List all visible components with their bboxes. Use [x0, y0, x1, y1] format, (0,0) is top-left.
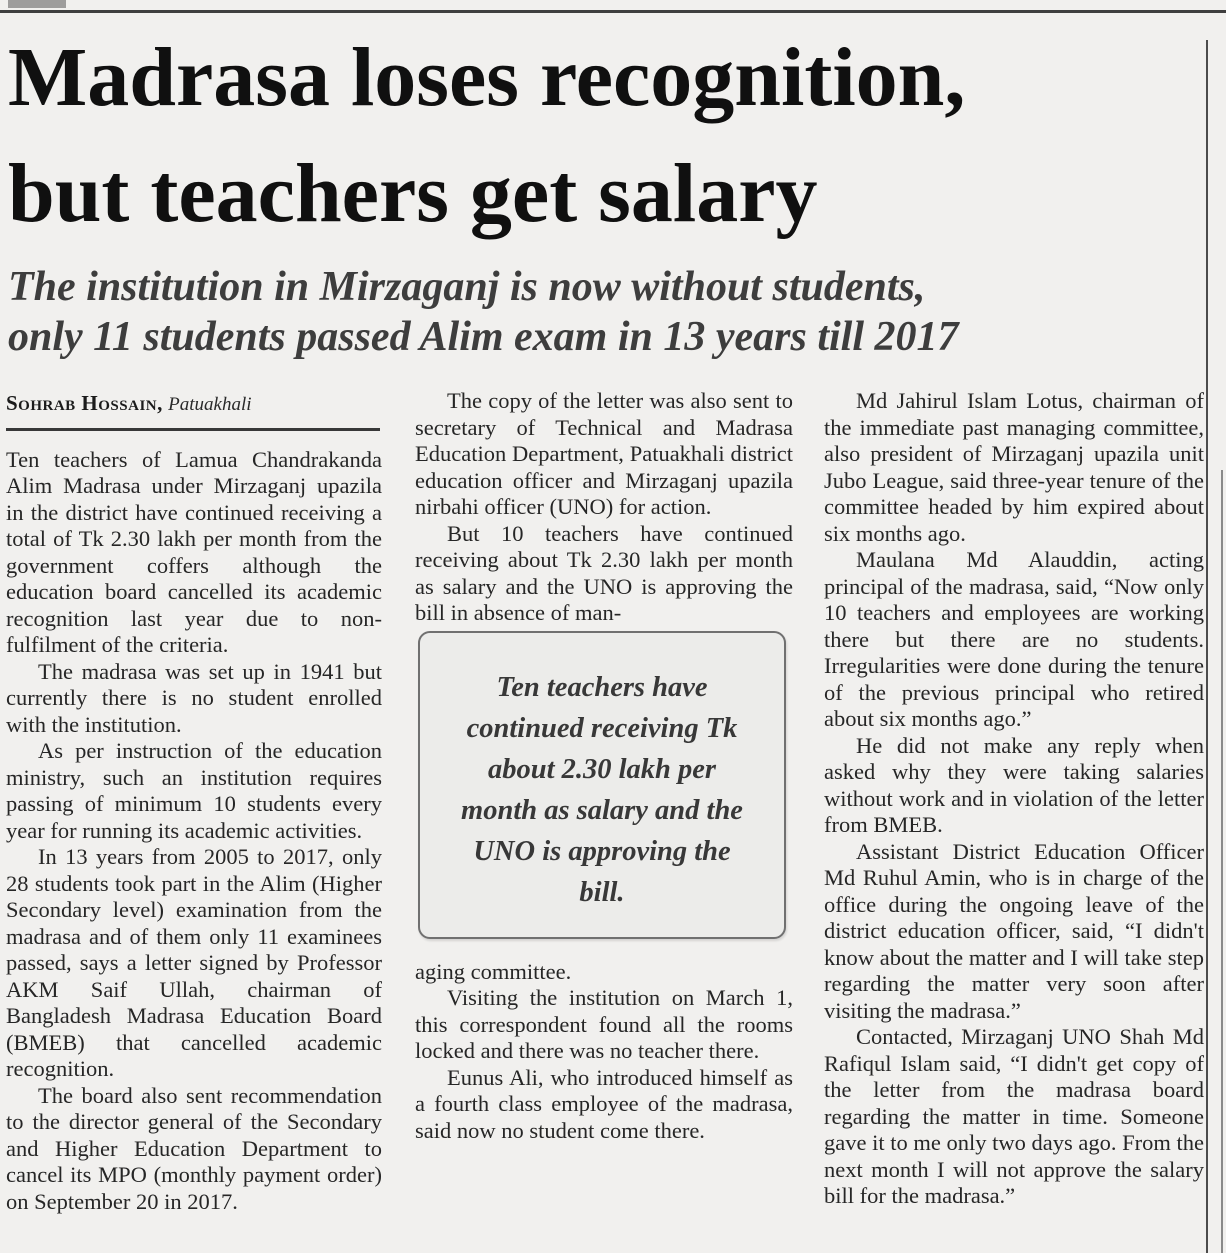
- article-paragraph: aging committee.: [415, 958, 572, 984]
- page-edge-rule: [1221, 470, 1223, 1253]
- article-paragraph: The copy of the letter was also sent to secretary of Technical and Madrasa Education Department, Patuakhali district education officer and Mirzaganj upazila nirbahi officer (UNO) for action.: [415, 388, 793, 519]
- scan-artifact-smudge: [8, 0, 66, 8]
- article-paragraph: Contacted, Mirzaganj UNO Shah Md Rafiqul Islam said, “I didn't get copy of the letter from the madrasa board regarding the matter in time. Someone gave it to me only two days ago. From the next month I will not approve the salary bill for the madrasa.”: [824, 1024, 1204, 1208]
- article-paragraph: The board also sent recommendation to the director general of the Secondary and Higher Education Department to cancel its MPO (monthly payment order) on September 20 in 2017.: [6, 1082, 382, 1214]
- byline-location: Patuakhali: [168, 394, 252, 415]
- byline-author: Sohrab Hossain,: [6, 391, 163, 415]
- headline-line-2: but teachers get salary: [8, 147, 818, 240]
- article-paragraph: The madrasa was set up in 1941 but currently there is no student enrolled with the institution.: [6, 658, 382, 737]
- article-paragraph: Visiting the institution on March 1, this correspondent found all the rooms locked and there was no teacher there.: [415, 985, 793, 1063]
- top-horizontal-rule: [0, 10, 1226, 13]
- article-paragraph: But 10 teachers have continued receiving about Tk 2.30 lakh per month as salary and the UNO is approving the bill in absence of man-: [415, 520, 793, 625]
- article-column-3: [824, 388, 1204, 1210]
- byline-rule: [6, 428, 380, 431]
- article-paragraph: As per instruction of the education ministry, such an institution requires passing of minimum 10 students every year for running its academic activities.: [6, 738, 382, 843]
- byline: [6, 390, 382, 419]
- article-paragraph: Maulana Md Alauddin, acting principal of the madrasa, said, “Now only 10 teachers and employees are working there but there are no students. Irregularities were done during the tenure of the previous principal who retired about six months ago.”: [824, 547, 1204, 731]
- article-paragraph: In 13 years from 2005 to 2017, only 28 students took part in the Alim (Higher Secondary level) examination from the madrasa and of them only 11 examinees passed, says a letter signed by Professor AKM Saif Ullah, chairman of Bangladesh Madrasa Education Board (BMEB) that cancelled academic recognition.: [6, 844, 382, 1081]
- article-column-2: [415, 388, 793, 1144]
- article-paragraph: Assistant District Education Officer Md Ruhul Amin, who is in charge of the office during the ongoing leave of the district education officer, said, “I didn't know about the matter and I will take step regarding the matter very soon after visiting the madrasa.”: [824, 838, 1204, 1023]
- article-paragraph: Eunus Ali, who introduced himself as a fourth class employee of the madrasa, said now no student come there.: [415, 1064, 793, 1143]
- article-paragraph: Ten teachers of Lamua Chandrakanda Alim Madrasa under Mirzaganj upazila in the district have continued receiving a total of Tk 2.30 lakh per month from the government coffers although the education board cancelled its academic recognition last year due to non-fulfilment of the criteria.: [6, 446, 382, 657]
- article-paragraph: Md Jahirul Islam Lotus, chairman of the immediate past managing committee, also president of Mirzaganj upazila unit Jubo League, said three-year tenure of the committee headed by him expired about six months ago.: [824, 388, 1204, 546]
- subheadline-line-1: The institution in Mirzaganj is now without students,: [8, 264, 926, 310]
- article-paragraph: He did not make any reply when asked why they were taking salaries without work and in violation of the letter from BMEB.: [824, 732, 1204, 837]
- subheadline: [8, 262, 1158, 362]
- article-column-1: [6, 388, 382, 1215]
- pull-quote-text: Ten teachers have continued receiving Tk about 2.30 lakh per month as salary and the UNO is approving the bill.: [461, 671, 743, 908]
- headline-line-1: Madrasa loses recognition,: [8, 31, 966, 124]
- headline: [8, 20, 1213, 252]
- subheadline-line-2: only 11 students passed Alim exam in 13 years till 2017: [8, 314, 959, 360]
- pull-quote-box: [418, 631, 786, 939]
